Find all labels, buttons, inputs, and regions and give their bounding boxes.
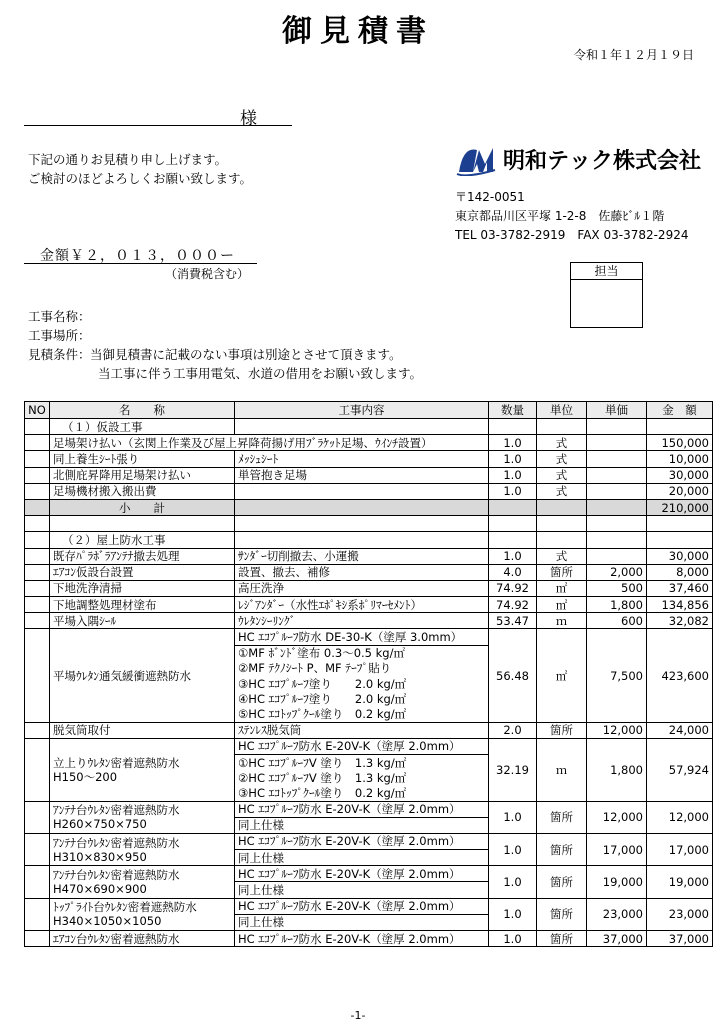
row-amount: 423,600 bbox=[647, 629, 713, 722]
row-unit: 箇所 bbox=[537, 801, 587, 833]
row-content: HC ｴｺﾌﾟﾙｰﾌ防水 E-20V-K（塗厚 2.0mm） bbox=[235, 931, 489, 947]
row-price: 7,500 bbox=[587, 629, 647, 722]
table-row bbox=[25, 738, 713, 754]
row-unit: ㎡ bbox=[537, 597, 587, 613]
amount-underline bbox=[24, 263, 257, 264]
company-logo-icon bbox=[455, 142, 501, 176]
row-qty: 1.0 bbox=[489, 898, 537, 930]
row-name-line: ｱﾝﾃﾅ台ｳﾚﾀﾝ密着遮熱防水 bbox=[53, 803, 180, 818]
row-name-size: H150～200 bbox=[53, 769, 118, 784]
table-row bbox=[25, 898, 713, 914]
row-unit: 箇所 bbox=[537, 898, 587, 930]
intro-line-2: ご検討のほどよろしくお願い致します。 bbox=[28, 171, 253, 186]
row-content: ③HC ｴｺﾌﾟﾙｰﾌ塗り 2.0 kg/㎡ bbox=[235, 676, 489, 691]
row-name: 平場ｳﾚﾀﾝ通気緩衝遮熱防水 bbox=[50, 629, 235, 722]
header-content: 工事内容 bbox=[235, 402, 489, 419]
row-price: 2,000 bbox=[587, 564, 647, 580]
row-name-line: ｱﾝﾃﾅ台ｳﾚﾀﾝ密着遮熱防水 bbox=[53, 867, 180, 882]
header-no: NO bbox=[25, 402, 50, 419]
row-amount: 19,000 bbox=[647, 866, 713, 898]
row-price bbox=[587, 483, 647, 499]
table-row bbox=[25, 931, 713, 947]
row-qty: 1.0 bbox=[489, 548, 537, 564]
table-row bbox=[25, 548, 713, 564]
page-number: -1- bbox=[350, 1009, 366, 1022]
row-amount: 17,000 bbox=[647, 833, 713, 865]
blank-row bbox=[25, 516, 713, 532]
row-qty: 1.0 bbox=[489, 801, 537, 833]
section-heading-row bbox=[25, 419, 713, 435]
row-qty: 1.0 bbox=[489, 866, 537, 898]
table-row bbox=[25, 597, 713, 613]
table-row bbox=[25, 580, 713, 596]
row-name: 同上養生ｼｰﾄ張り bbox=[50, 451, 235, 467]
row-price bbox=[587, 467, 647, 483]
company-postal: 〒142-0051 bbox=[455, 190, 525, 204]
issue-date: 令和１年１２月１９日 bbox=[573, 48, 694, 62]
row-unit: ｍ bbox=[537, 613, 587, 629]
row-amount: 37,460 bbox=[647, 580, 713, 596]
row-amount: 30,000 bbox=[647, 548, 713, 564]
row-qty: 1.0 bbox=[489, 931, 537, 947]
row-qty: 74.92 bbox=[489, 597, 537, 613]
header-name: 名 称 bbox=[50, 402, 235, 419]
row-name: 下地洗浄清掃 bbox=[50, 580, 235, 596]
row-name bbox=[50, 866, 235, 898]
table-row bbox=[25, 801, 713, 817]
table-row bbox=[25, 722, 713, 738]
row-content: 同上仕様 bbox=[235, 914, 489, 930]
row-qty: 1.0 bbox=[489, 451, 537, 467]
row-unit: 式 bbox=[537, 451, 587, 467]
row-content: HC ｴｺﾌﾟﾙｰﾌ防水 E-20V-K（塗厚 2.0mm） bbox=[235, 833, 489, 849]
row-price bbox=[587, 451, 647, 467]
total-amount: 金額￥２，０１３，０００ー bbox=[40, 248, 235, 264]
row-content: ③HC ｴｺﾄｯﾌﾟｸｰﾙ塗り 0.2 kg/㎡ bbox=[235, 785, 489, 801]
row-name bbox=[50, 833, 235, 865]
row-content: HC ｴｺﾌﾟﾙｰﾌ防水 E-20V-K（塗厚 2.0mm） bbox=[235, 738, 489, 754]
stamp-box-label: 担当 bbox=[571, 263, 642, 280]
row-price: 17,000 bbox=[587, 833, 647, 865]
estimate-table bbox=[24, 401, 713, 947]
row-qty: 1.0 bbox=[489, 483, 537, 499]
row-unit: 箇所 bbox=[537, 722, 587, 738]
table-row bbox=[25, 613, 713, 629]
row-qty: 32.19 bbox=[489, 738, 537, 801]
row-content bbox=[235, 483, 489, 499]
row-unit: 箇所 bbox=[537, 866, 587, 898]
row-content: ﾚｼﾞｱﾝﾀﾞｰ（水性ｴﾎﾟｷｼ系ﾎﾟﾘﾏｰｾﾒﾝﾄ） bbox=[235, 597, 489, 613]
row-name-line: 立上りｳﾚﾀﾝ密着遮熱防水 bbox=[53, 755, 180, 770]
row-unit: 箇所 bbox=[537, 564, 587, 580]
document-title: 御見積書 bbox=[282, 14, 434, 49]
row-content: 設置、撤去、補修 bbox=[235, 564, 489, 580]
subtotal-amount: 210,000 bbox=[647, 499, 713, 515]
row-amount: 134,856 bbox=[647, 597, 713, 613]
row-name-size: H470×690×900 bbox=[53, 881, 147, 896]
table-row bbox=[25, 483, 713, 499]
table-header bbox=[25, 402, 713, 419]
row-content: ④HC ｴｺﾌﾟﾙｰﾌ塗り 2.0 kg/㎡ bbox=[235, 691, 489, 706]
row-unit: 箇所 bbox=[537, 833, 587, 865]
row-price: 1,800 bbox=[587, 738, 647, 801]
table-row bbox=[25, 435, 713, 451]
tax-note: （消費税含む） bbox=[165, 267, 250, 281]
row-amount: 12,000 bbox=[647, 801, 713, 833]
row-qty: 74.92 bbox=[489, 580, 537, 596]
row-qty: 1.0 bbox=[489, 467, 537, 483]
row-amount: 20,000 bbox=[647, 483, 713, 499]
header-price: 単価 bbox=[587, 402, 647, 419]
row-content: ｽﾃﾝﾚｽ脱気筒 bbox=[235, 722, 489, 738]
table-row bbox=[25, 833, 713, 849]
row-amount: 32,082 bbox=[647, 613, 713, 629]
row-qty: 1.0 bbox=[489, 435, 537, 451]
row-amount: 150,000 bbox=[647, 435, 713, 451]
conditions-label: 見積条件： bbox=[28, 347, 91, 362]
row-price bbox=[587, 435, 647, 451]
row-content: ﾒｯｼｭｼｰﾄ bbox=[235, 451, 489, 467]
stamp-box bbox=[570, 262, 643, 328]
row-name: 下地調整処理材塗布 bbox=[50, 597, 235, 613]
row-name bbox=[50, 801, 235, 833]
section-heading: （１）仮設工事 bbox=[50, 419, 235, 435]
row-content: 同上仕様 bbox=[235, 882, 489, 898]
row-name bbox=[50, 738, 235, 801]
row-content: 同上仕様 bbox=[235, 817, 489, 833]
row-name: 足場機材搬入搬出費 bbox=[50, 483, 235, 499]
row-qty: 4.0 bbox=[489, 564, 537, 580]
row-amount: 10,000 bbox=[647, 451, 713, 467]
company-contact: TEL 03-3782-2919 FAX 03-3782-2924 bbox=[455, 228, 689, 242]
row-content: HC ｴｺﾌﾟﾙｰﾌ防水 E-20V-K（塗厚 2.0mm） bbox=[235, 898, 489, 914]
company-block bbox=[455, 142, 701, 176]
row-unit: 式 bbox=[537, 548, 587, 564]
row-price: 1,800 bbox=[587, 597, 647, 613]
row-amount: 57,924 bbox=[647, 738, 713, 801]
row-content: ②MF ﾃｸﾉｼｰﾄ P、MF ﾃｰﾌﾟ貼り bbox=[235, 661, 489, 676]
row-content: 同上仕様 bbox=[235, 850, 489, 866]
row-price: 500 bbox=[587, 580, 647, 596]
row-name-size: H260×750×750 bbox=[53, 817, 147, 832]
conditions-line-2: 当工事に伴う工事用電気、水道の借用をお願い致します。 bbox=[98, 366, 423, 381]
table-row bbox=[25, 451, 713, 467]
section-heading: （２）屋上防水工事 bbox=[50, 532, 235, 548]
row-content: HC ｴｺﾌﾟﾙｰﾌ防水 E-20V-K（塗厚 2.0mm） bbox=[235, 866, 489, 882]
row-name: ｴｱｺﾝ台ｳﾚﾀﾝ密着遮熱防水 bbox=[50, 931, 235, 947]
row-name bbox=[50, 898, 235, 930]
row-name-line: ｱﾝﾃﾅ台ｳﾚﾀﾝ密着遮熱防水 bbox=[53, 835, 180, 850]
row-name-size: H310×830×950 bbox=[53, 849, 147, 864]
row-content: ｻﾝﾀﾞｰ切削撤去、小運搬 bbox=[235, 548, 489, 564]
row-name: 脱気筒取付 bbox=[50, 722, 235, 738]
row-name: 足場架け払い（玄関上作業及び屋上昇降荷揚げ用ﾌﾞﾗｹｯﾄ足場、ｳｲﾝﾁ設置） bbox=[50, 435, 489, 451]
row-name: 北側庇昇降用足場架け払い bbox=[50, 467, 235, 483]
row-unit: ㎡ bbox=[537, 629, 587, 722]
row-price: 12,000 bbox=[587, 722, 647, 738]
row-amount: 30,000 bbox=[647, 467, 713, 483]
row-price bbox=[587, 548, 647, 564]
row-amount: 23,000 bbox=[647, 898, 713, 930]
table-row bbox=[25, 629, 713, 645]
row-content: 高圧洗浄 bbox=[235, 580, 489, 596]
row-content: HC ｴｺﾌﾟﾙｰﾌ防水 DE-30-K（塗厚 3.0mm） bbox=[235, 629, 489, 645]
conditions-line-1: 当御見積書に記載のない事項は別途とさせて頂きます。 bbox=[90, 347, 402, 362]
row-name: 平場入隅ｼｰﾙ bbox=[50, 613, 235, 629]
company-address: 東京都品川区平塚 1-2-8 佐藤ﾋﾞﾙ１階 bbox=[455, 209, 665, 223]
row-unit: 式 bbox=[537, 483, 587, 499]
row-price: 600 bbox=[587, 613, 647, 629]
row-name: 既存ﾊﾟﾗﾎﾞﾗｱﾝﾃﾅ撤去処理 bbox=[50, 548, 235, 564]
row-price: 23,000 bbox=[587, 898, 647, 930]
row-amount: 8,000 bbox=[647, 564, 713, 580]
project-name-label: 工事名称： bbox=[28, 309, 91, 324]
subtotal-label: 小 計 bbox=[50, 499, 235, 515]
row-price: 12,000 bbox=[587, 801, 647, 833]
row-unit: 式 bbox=[537, 435, 587, 451]
row-name-line: ﾄｯﾌﾟﾗｲﾄ台ｳﾚﾀﾝ密着遮熱防水 bbox=[53, 900, 197, 915]
recipient-underline bbox=[24, 125, 292, 126]
row-qty: 2.0 bbox=[489, 722, 537, 738]
row-content: HC ｴｺﾌﾟﾙｰﾌ防水 E-20V-K（塗厚 2.0mm） bbox=[235, 801, 489, 817]
row-qty: 53.47 bbox=[489, 613, 537, 629]
recipient-honorific: 様 bbox=[240, 109, 257, 129]
row-name-size: H340×1050×1050 bbox=[53, 914, 162, 929]
row-content: 単管抱き足場 bbox=[235, 467, 489, 483]
row-qty: 1.0 bbox=[489, 833, 537, 865]
row-qty: 56.48 bbox=[489, 629, 537, 722]
section-heading-row bbox=[25, 532, 713, 548]
row-price: 37,000 bbox=[587, 931, 647, 947]
project-place-label: 工事場所： bbox=[28, 328, 91, 343]
table-row bbox=[25, 866, 713, 882]
table-row bbox=[25, 564, 713, 580]
intro-line-1: 下記の通りお見積り申し上げます。 bbox=[28, 152, 228, 167]
row-content: ①MF ﾎﾞﾝﾄﾞ塗布 0.3～0.5 kg/㎡ bbox=[235, 645, 489, 661]
row-unit: 式 bbox=[537, 467, 587, 483]
row-amount: 24,000 bbox=[647, 722, 713, 738]
row-name: ｴｱｺﾝ仮設台設置 bbox=[50, 564, 235, 580]
row-content: ⑤HC ｴｺﾄｯﾌﾟｸｰﾙ塗り 0.2 kg/㎡ bbox=[235, 706, 489, 722]
subtotal-row bbox=[25, 499, 713, 515]
row-content: ②HC ｴｺﾌﾟﾙｰﾌV 塗り 1.3 kg/㎡ bbox=[235, 770, 489, 785]
row-unit: ㎡ bbox=[537, 580, 587, 596]
row-unit: ｍ bbox=[537, 738, 587, 801]
header-amount: 金 額 bbox=[647, 402, 713, 419]
row-content: ｳﾚﾀﾝｼｰﾘﾝｸﾞ bbox=[235, 613, 489, 629]
company-name: 明和テック株式会社 bbox=[503, 148, 702, 174]
table-row bbox=[25, 467, 713, 483]
row-content: ①HC ｴｺﾌﾟﾙｰﾌV 塗り 1.3 kg/㎡ bbox=[235, 754, 489, 770]
row-price: 19,000 bbox=[587, 866, 647, 898]
header-qty: 数量 bbox=[489, 402, 537, 419]
header-unit: 単位 bbox=[537, 402, 587, 419]
row-unit: 箇所 bbox=[537, 931, 587, 947]
row-amount: 37,000 bbox=[647, 931, 713, 947]
company-logo bbox=[455, 142, 701, 176]
